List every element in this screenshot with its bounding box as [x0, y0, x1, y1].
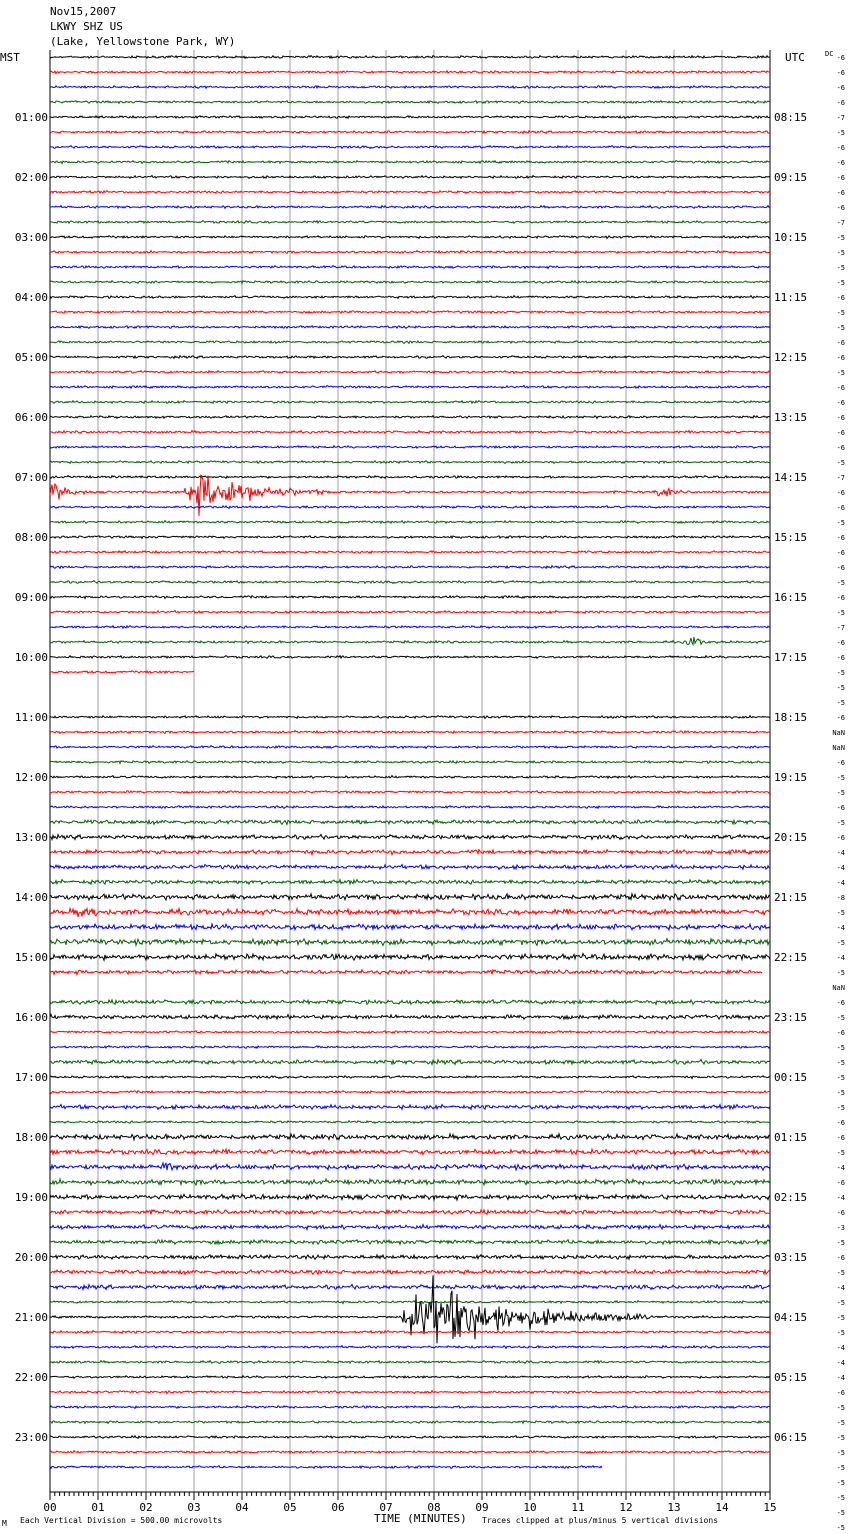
dc-offset-value: -8 [836, 894, 845, 902]
utc-hour-label: 05:15 [774, 1371, 808, 1384]
dc-offset-value: -6 [836, 654, 845, 662]
seismic-trace [50, 1270, 770, 1275]
dc-offset-value: -6 [836, 999, 845, 1007]
dc-offset-value: -5 [836, 324, 845, 332]
seismic-trace [50, 806, 770, 809]
dc-offset-value: -4 [836, 864, 845, 872]
dc-offset-value: -6 [836, 339, 845, 347]
seismic-trace [50, 461, 770, 464]
seismic-trace [50, 637, 770, 645]
seismic-trace [50, 281, 770, 284]
dc-offset-value: -6 [836, 204, 845, 212]
dc-offset-value: -6 [836, 489, 845, 497]
seismic-trace [50, 1284, 770, 1289]
dc-offset-value: -5 [836, 264, 845, 272]
seismic-trace [50, 731, 770, 734]
seismic-trace [50, 521, 770, 524]
dc-offset-value: -4 [836, 1284, 845, 1292]
dc-offset-value: -5 [836, 1434, 845, 1442]
dc-offset-value: -5 [836, 309, 845, 317]
dc-offset-value: -5 [836, 1089, 845, 1097]
x-tick-label: 11 [571, 1501, 585, 1514]
utc-hour-label: 20:15 [774, 831, 808, 844]
x-tick-label: 01 [91, 1501, 105, 1514]
seismic-trace [50, 1149, 770, 1154]
x-axis-title: TIME (MINUTES) [374, 1512, 467, 1525]
seismic-trace [50, 1225, 770, 1230]
seismic-trace [50, 1105, 770, 1110]
seismic-trace [50, 1331, 770, 1334]
mst-hour-label: 01:00 [14, 111, 48, 124]
dc-offset-value: -5 [836, 1419, 845, 1427]
seismic-trace [50, 1194, 770, 1200]
dc-offset-value: -5 [836, 1314, 845, 1322]
dc-offset-value: -6 [836, 54, 845, 62]
utc-hour-label: 08:15 [774, 111, 808, 124]
seismic-trace [50, 1466, 602, 1469]
seismic-trace [50, 266, 770, 269]
seismic-trace [50, 536, 770, 539]
dc-offset-value: -5 [836, 1299, 845, 1307]
dc-offset-value: -3 [836, 1224, 845, 1232]
seismic-trace [50, 416, 770, 419]
x-tick-label: 12 [619, 1501, 633, 1514]
x-tick-label: 10 [523, 1501, 537, 1514]
seismic-trace [50, 880, 770, 885]
seismic-trace [50, 581, 770, 584]
utc-hour-label: 02:15 [774, 1191, 808, 1204]
dc-offset-value: -5 [836, 234, 845, 242]
dc-offset-value: -6 [836, 1389, 845, 1397]
utc-hour-label: 10:15 [774, 231, 808, 244]
seismic-trace [50, 446, 770, 448]
mst-hour-label: 18:00 [14, 1131, 48, 1144]
seismic-trace [50, 939, 770, 946]
mst-hour-label: 21:00 [14, 1311, 48, 1324]
seismic-trace [50, 1301, 770, 1304]
seismic-trace [50, 1240, 770, 1245]
dc-offset-value: -6 [836, 84, 845, 92]
seismic-trace [50, 924, 770, 930]
seismic-trace [50, 161, 770, 164]
dc-offset-value: -5 [836, 1014, 845, 1022]
dc-offset-value: -6 [836, 354, 845, 362]
seismic-trace [50, 1406, 770, 1409]
station-code: LKWY SHZ US [50, 20, 123, 33]
dc-offset-value: -5 [836, 1329, 845, 1337]
seismic-trace [50, 970, 762, 975]
right-axis-label: UTC [785, 51, 805, 64]
seismic-trace [50, 746, 770, 749]
utc-hour-label: 22:15 [774, 951, 808, 964]
seismic-trace [50, 131, 770, 134]
dc-offset-value: -5 [836, 1149, 845, 1157]
dc-offset-value: -4 [836, 924, 845, 932]
dc-offset-value: -6 [836, 174, 845, 182]
dc-offset-value: -5 [836, 684, 845, 692]
dc-offset-value: -5 [836, 249, 845, 257]
mst-hour-label: 16:00 [14, 1011, 48, 1024]
mst-hour-label: 23:00 [14, 1431, 48, 1444]
seismic-trace [50, 1391, 770, 1394]
mst-hour-label: 20:00 [14, 1251, 48, 1264]
seismic-trace [50, 954, 770, 961]
dc-offset-value: -5 [836, 774, 845, 782]
dc-offset-value: -6 [836, 834, 845, 842]
dc-offset-value: -6 [836, 759, 845, 767]
seismic-trace [50, 865, 770, 870]
dc-offset-value: -5 [836, 1494, 845, 1502]
seismic-trace [50, 1163, 770, 1170]
seismic-trace [50, 371, 770, 374]
seismic-trace [50, 221, 770, 224]
dc-offset-value: -5 [836, 519, 845, 527]
dc-offset-value: -4 [836, 1359, 845, 1367]
dc-offset-value: -5 [836, 279, 845, 287]
seismic-trace [50, 1255, 770, 1259]
seismic-trace [50, 431, 770, 434]
dc-offset-value: -5 [836, 1044, 845, 1052]
dc-offset-value: -6 [836, 144, 845, 152]
seismic-trace [50, 908, 770, 916]
utc-hour-label: 14:15 [774, 471, 808, 484]
mst-hour-label: 10:00 [14, 651, 48, 664]
dc-offset-value: NaN [832, 744, 845, 752]
dc-offset-value: -5 [836, 1464, 845, 1472]
mst-hour-label: 03:00 [14, 231, 48, 244]
x-tick-label: 00 [43, 1501, 57, 1514]
dc-offset-value: -6 [836, 804, 845, 812]
seismic-trace [50, 116, 770, 119]
dc-offset-value: -5 [836, 1449, 845, 1457]
utc-hour-label: 23:15 [774, 1011, 808, 1024]
mst-hour-label: 22:00 [14, 1371, 48, 1384]
seismic-trace [50, 820, 770, 825]
seismic-trace [50, 206, 770, 209]
x-tick-label: 09 [475, 1501, 489, 1514]
seismic-trace [50, 626, 770, 629]
seismic-trace [50, 1451, 770, 1454]
utc-hour-label: 01:15 [774, 1131, 808, 1144]
mst-hour-label: 17:00 [14, 1071, 48, 1084]
dc-offset-value: NaN [832, 984, 845, 992]
dc-offset-value: -6 [836, 564, 845, 572]
seismic-trace [50, 551, 770, 554]
dc-offset-value: -5 [836, 1104, 845, 1112]
utc-hour-label: 12:15 [774, 351, 808, 364]
seismic-trace [50, 791, 770, 794]
utc-hour-label: 19:15 [774, 771, 808, 784]
dc-offset-value: -6 [836, 69, 845, 77]
dc-offset-value: -6 [836, 639, 845, 647]
x-tick-label: 13 [667, 1501, 681, 1514]
dc-offset-value: -6 [836, 399, 845, 407]
seismic-trace [50, 401, 770, 404]
dc-offset-value: -5 [836, 969, 845, 977]
dc-offset-value: -5 [836, 789, 845, 797]
seismic-trace [50, 475, 770, 516]
mst-hour-label: 07:00 [14, 471, 48, 484]
seismic-trace [50, 236, 770, 239]
x-tick-label: 02 [139, 1501, 153, 1514]
seismic-trace [50, 56, 770, 59]
utc-hour-label: 11:15 [774, 291, 808, 304]
record-date: Nov15,2007 [50, 5, 117, 18]
utc-hour-label: 09:15 [774, 171, 808, 184]
dc-offset-value: -6 [836, 159, 845, 167]
dc-offset-value: -5 [836, 699, 845, 707]
x-tick-label: 07 [379, 1501, 393, 1514]
seismic-trace [50, 761, 770, 764]
seismic-trace [50, 176, 770, 179]
left-axis-label: MST [0, 51, 20, 64]
dc-offset-value: -6 [836, 504, 845, 512]
seismic-trace [50, 894, 770, 900]
seismic-trace [50, 1000, 770, 1005]
seismic-trace [50, 611, 770, 614]
dc-offset-value: -5 [836, 1269, 845, 1277]
seismic-trace [50, 850, 770, 855]
mst-hour-label: 08:00 [14, 531, 48, 544]
dc-offset-value: -6 [836, 594, 845, 602]
seismic-trace [50, 311, 770, 314]
dc-offset-value: -6 [836, 444, 845, 452]
dc-offset-value: -6 [836, 1209, 845, 1217]
utc-hour-label: 06:15 [774, 1431, 808, 1444]
footer-clip-note: Traces clipped at plus/minus 5 vertical divisions [482, 1516, 719, 1525]
footer-scale-note: Each Vertical Division = 500.00 microvolts [20, 1516, 223, 1525]
dc-offset-value: -5 [836, 1509, 845, 1517]
mst-hour-label: 15:00 [14, 951, 48, 964]
mst-hour-label: 06:00 [14, 411, 48, 424]
dc-offset-value: -6 [836, 534, 845, 542]
dc-offset-value: -6 [836, 414, 845, 422]
station-location: (Lake, Yellowstone Park, WY) [50, 35, 236, 48]
mst-hour-label: 13:00 [14, 831, 48, 844]
seismic-trace [50, 1015, 770, 1020]
dc-offset-value: -7 [836, 474, 845, 482]
mst-hour-label: 02:00 [14, 171, 48, 184]
dc-offset-value: -4 [836, 1374, 845, 1382]
seismic-trace [50, 834, 770, 839]
seismic-trace [50, 146, 770, 149]
mst-hour-label: 04:00 [14, 291, 48, 304]
seismic-trace [50, 1361, 770, 1364]
seismic-trace [50, 326, 770, 329]
dc-offset-value: -5 [836, 1239, 845, 1247]
dc-offset-value: -6 [836, 1029, 845, 1037]
seismic-trace [50, 671, 194, 673]
dc-offset-value: -7 [836, 624, 845, 632]
seismic-trace [50, 596, 770, 599]
seismic-trace [50, 191, 770, 194]
utc-hour-label: 21:15 [774, 891, 808, 904]
dc-offset-value: -6 [836, 429, 845, 437]
dc-offset-value: -5 [836, 939, 845, 947]
seismic-trace [50, 1059, 770, 1064]
dc-offset-value: -4 [836, 1164, 845, 1172]
dc-offset-value: -5 [836, 129, 845, 137]
dc-offset-value: -5 [836, 819, 845, 827]
utc-hour-label: 17:15 [774, 651, 808, 664]
mst-hour-label: 12:00 [14, 771, 48, 784]
seismic-trace [50, 1346, 770, 1349]
x-tick-label: 03 [187, 1501, 201, 1514]
seismic-trace [50, 1179, 770, 1185]
dc-offset-value: -6 [836, 1179, 845, 1187]
mst-hour-label: 14:00 [14, 891, 48, 904]
seismic-trace [50, 1210, 770, 1215]
seismic-trace [50, 296, 770, 299]
mst-hour-label: 05:00 [14, 351, 48, 364]
utc-hour-label: 03:15 [774, 1251, 808, 1264]
seismic-trace [50, 1031, 770, 1034]
dc-offset-value: -5 [836, 609, 845, 617]
seismic-trace [50, 251, 770, 254]
dc-offset-value: -6 [836, 1254, 845, 1262]
seismic-trace [50, 476, 770, 479]
dc-offset-value: -4 [836, 1344, 845, 1352]
dc-offset-value: -5 [836, 909, 845, 917]
seismic-trace [50, 86, 770, 89]
seismic-trace [50, 776, 770, 779]
dc-offset-value: -5 [836, 1524, 845, 1532]
dc-offset-value: -6 [836, 1119, 845, 1127]
dc-offset-value: -4 [836, 954, 845, 962]
dc-offset-value: -6 [836, 714, 845, 722]
dc-offset-value: -5 [836, 1059, 845, 1067]
seismic-trace [50, 566, 770, 569]
mst-hour-label: 09:00 [14, 591, 48, 604]
x-tick-label: 15 [763, 1501, 777, 1514]
x-tick-label: 04 [235, 1501, 249, 1514]
footer-tag: M [2, 1519, 7, 1528]
seismic-trace [50, 341, 770, 344]
seismic-trace [50, 656, 770, 659]
dc-offset-value: -6 [836, 1134, 845, 1142]
utc-hour-label: 04:15 [774, 1311, 808, 1324]
dc-offset-value: NaN [832, 729, 845, 737]
seismic-trace [50, 1376, 770, 1379]
dc-offset-value: -4 [836, 1194, 845, 1202]
seismic-trace [50, 1076, 770, 1079]
utc-hour-label: 15:15 [774, 531, 808, 544]
mst-hour-label: 11:00 [14, 711, 48, 724]
dc-offset-value: -6 [836, 384, 845, 392]
dc-offset-value: -5 [836, 1074, 845, 1082]
seismic-trace [50, 386, 770, 389]
seismic-trace [50, 1121, 770, 1124]
mst-hour-label: 19:00 [14, 1191, 48, 1204]
x-tick-label: 14 [715, 1501, 729, 1514]
utc-hour-label: 16:15 [774, 591, 808, 604]
seismic-trace [50, 1134, 770, 1140]
dc-offset-value: -4 [836, 879, 845, 887]
seismic-trace [50, 1421, 770, 1424]
seismic-trace [50, 1091, 770, 1094]
dc-offset-value: -6 [836, 189, 845, 197]
x-tick-label: 05 [283, 1501, 297, 1514]
seismic-trace [50, 1436, 770, 1439]
dc-offset-value: -5 [836, 1479, 845, 1487]
utc-hour-label: 00:15 [774, 1071, 808, 1084]
dc-offset-value: -6 [836, 549, 845, 557]
seismic-trace [50, 101, 770, 104]
dc-label: DC [825, 50, 834, 58]
utc-hour-label: 13:15 [774, 411, 808, 424]
seismic-trace [50, 506, 770, 509]
x-tick-label: 06 [331, 1501, 345, 1514]
utc-hour-label: 18:15 [774, 711, 808, 724]
seismic-trace [50, 1046, 770, 1049]
dc-offset-value: -6 [836, 99, 845, 107]
dc-offset-value: -5 [836, 369, 845, 377]
dc-offset-value: -6 [836, 294, 845, 302]
seismic-trace [50, 356, 770, 359]
dc-offset-value: -5 [836, 1404, 845, 1412]
seismic-trace [50, 716, 770, 719]
dc-offset-value: -5 [836, 459, 845, 467]
seismic-trace [50, 71, 770, 74]
x-tick-label: 08 [427, 1501, 441, 1514]
dc-offset-value: -7 [836, 219, 845, 227]
dc-offset-value: -5 [836, 579, 845, 587]
dc-offset-value: -4 [836, 849, 845, 857]
dc-offset-value: -5 [836, 669, 845, 677]
dc-offset-value: -7 [836, 114, 845, 122]
